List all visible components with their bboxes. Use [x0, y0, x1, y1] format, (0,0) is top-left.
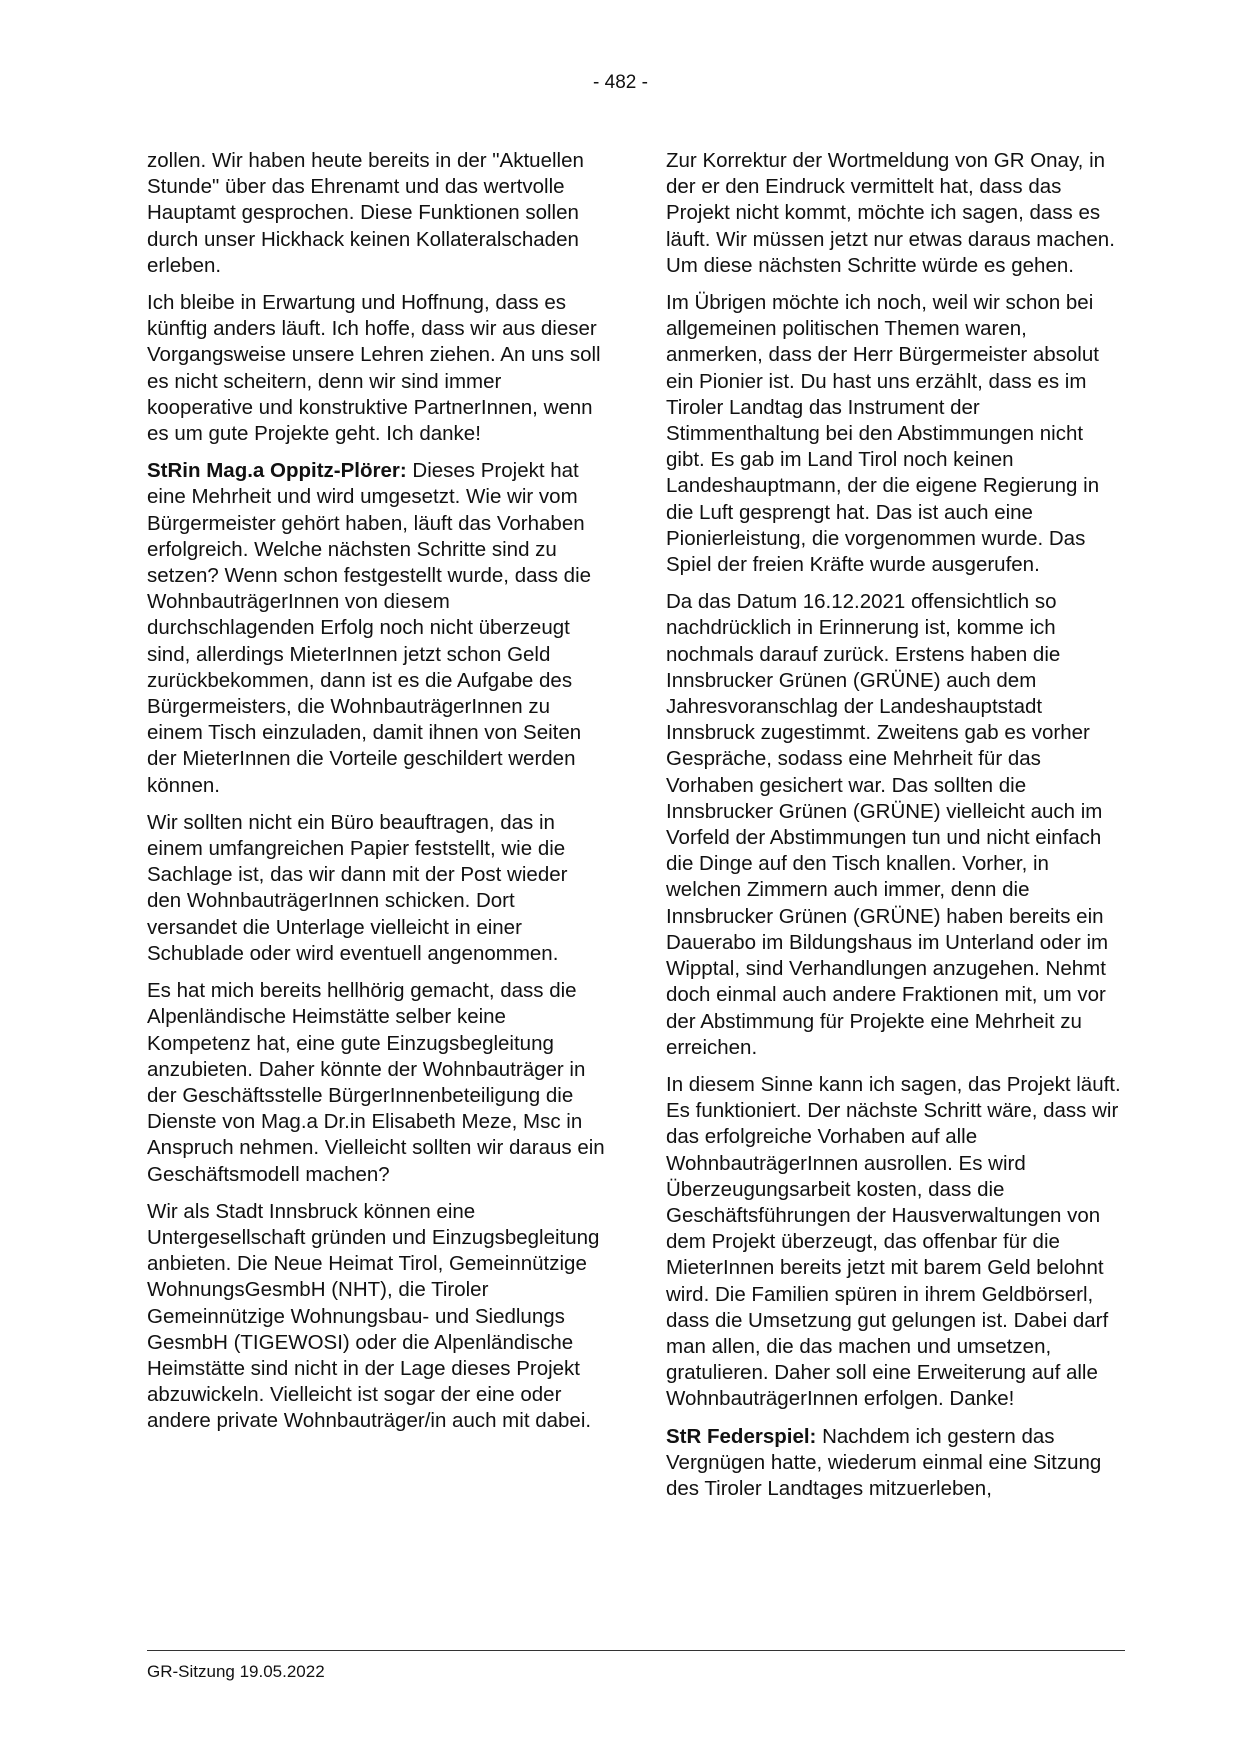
paragraph: In diesem Sinne kann ich sagen, das Projekt läuft. Es funktioniert. Der nächste Schritt wäre, dass wir das erfolgreiche Vorhaben auf alle WohnbauträgerInnen ausrollen. Es wird Überzeugungsarbeit kosten, dass die Geschäftsführungen der Hausverwaltungen von dem Projekt überzeugt, das offenbar für die MieterInnen bereits jetzt mit barem Geld belohnt wird. Die Familien spüren in ihrem Geldbörserl, dass die Umsetzung gut gelungen ist. Dabei darf man allen, die das machen und umsetzen, gratulieren. Daher soll eine Erweiterung auf alle WohnbauträgerInnen erfolgen. Danke!	[666, 1072, 1121, 1411]
paragraph: Wir sollten nicht ein Büro beauftragen, das in einem umfangreichen Papier feststellt, wie die Sachlage ist, das wir dann mit der Post wieder den WohnbauträgerInnen schicken. Dort versandet die Unterlage vielleicht in einer Schublade oder wird eventuell angenommen.	[147, 810, 568, 965]
left-column	[147, 148, 605, 1446]
paragraph: zollen. Wir haben heute bereits in der "Aktuellen Stunde" über das Ehrenamt und das wertvolle Hauptamt gesprochen. Diese Funktionen sollen durch unser Hickhack keinen Kollateralschaden erleben.	[147, 149, 584, 277]
speech-text: Nachdem ich gestern das Vergnügen hatte, wiederum einmal eine Sitzung des Tiroler Landtages mitzuerleben,	[666, 1424, 1102, 1500]
page-number: - 482 -	[593, 72, 648, 93]
footer-divider	[147, 1650, 1125, 1651]
paragraph	[666, 1424, 1124, 1503]
speaker-name: StRin Mag.a Oppitz-Plörer:	[147, 459, 407, 483]
speaker-name: StR Federspiel:	[666, 1424, 817, 1448]
footer-text: GR-Sitzung 19.05.2022	[147, 1662, 325, 1681]
paragraph: Wir als Stadt Innsbruck können eine Untergesellschaft gründen und Einzugsbegleitung anbieten. Die Neue Heimat Tirol, Gemeinnützige WohnungsGesmbH (NHT), die Tiroler Gemeinnützige Wohnungsbau- und Siedlungs GesmbH (TIGEWOSI) oder die Alpenländische Heimstätte sind nicht in der Lage dieses Projekt abzuwickeln. Vielleicht ist sogar der eine oder andere private Wohnbauträger/in auch mit dabei.	[147, 1199, 600, 1433]
paragraph: Im Übrigen möchte ich noch, weil wir schon bei allgemeinen politischen Themen waren, anmerken, dass der Herr Bürgermeister absolut ein Pionier ist. Du hast uns erzählt, dass es im Tiroler Landtag das Instrument der Stimmenthaltung bei den Abstimmungen nicht gibt. Es gab im Land Tirol noch keinen Landeshauptmann, der die eigene Regierung in die Luft gesprengt hat. Das ist auch eine Pionierleistung, die vorgenommen wurde. Das Spiel der freien Kräfte wurde ausgerufen.	[666, 291, 1100, 577]
speech-text: Dieses Projekt hat eine Mehrheit und wird umgesetzt. Wie wir vom Bürgermeister gehört haben, läuft das Vorhaben erfolgreich. Welche nächsten Schritte sind zu setzen? Wenn schon festgestellt wurde, dass die WohnbauträgerInnen von diesem durchschlagenden Erfolg noch nicht überzeugt sind, allerdings MieterInnen jetzt schon Geld zurückbekommen, dann ist es die Aufgabe des Bürgermeisters, die WohnbauträgerInnen zu einem Tisch einzuladen, damit ihnen von Seiten der MieterInnen die Vorteile geschildert werden können.	[147, 459, 592, 797]
paragraph: Da das Datum 16.12.2021 offensichtlich so nachdrücklich in Erinnerung ist, komme ich nochmals darauf zurück. Erstens haben die Innsbrucker Grünen (GRÜNE) auch dem Jahresvoranschlag der Landeshauptstadt Innsbruck zugestimmt. Zweitens gab es vorher Gespräche, sodass eine Mehrheit für das Vorhaben gesichert war. Das sollten die Innsbrucker Grünen (GRÜNE) vielleicht auch im Vorfeld der Abstimmungen tun und nicht einfach die Dinge auf den Tisch knallen. Vorher, in welchen Zimmern auch immer, denn die Innsbrucker Grünen (GRÜNE) haben bereits ein Dauerabo im Bildungshaus im Unterland oder im Wipptal, sind Verhandlungen anzugehen. Nehmt doch einmal auch andere Fraktionen mit, um vor der Abstimmung für Projekte eine Mehrheit zu erreichen.	[666, 590, 1109, 1059]
paragraph: Zur Korrektur der Wortmeldung von GR Onay, in der er den Eindruck vermittelt hat, dass das Projekt nicht kommt, möchte ich sagen, dass es läuft. Wir müssen jetzt nur etwas daraus machen. Um diese nächsten Schritte würde es gehen.	[666, 149, 1115, 277]
right-column	[666, 148, 1124, 1513]
paragraph: Ich bleibe in Erwartung und Hoffnung, dass es künftig anders läuft. Ich hoffe, dass wir aus dieser Vorgangsweise unsere Lehren ziehen. An uns soll es nicht scheitern, denn wir sind immer kooperative und konstruktive PartnerInnen, wenn es um gute Projekte geht. Ich danke!	[147, 291, 601, 446]
paragraph: Es hat mich bereits hellhörig gemacht, dass die Alpenländische Heimstätte selber keine Kompetenz hat, eine gute Einzugsbegleitung anzubieten. Daher könnte der Wohnbauträger in der Geschäftsstelle BürgerInnenbeteiligung die Dienste von Mag.a Dr.in Elisabeth Meze, Msc in Anspruch nehmen. Vielleicht sollten wir daraus ein Geschäftsmodell machen?	[147, 979, 605, 1186]
paragraph	[147, 458, 605, 799]
